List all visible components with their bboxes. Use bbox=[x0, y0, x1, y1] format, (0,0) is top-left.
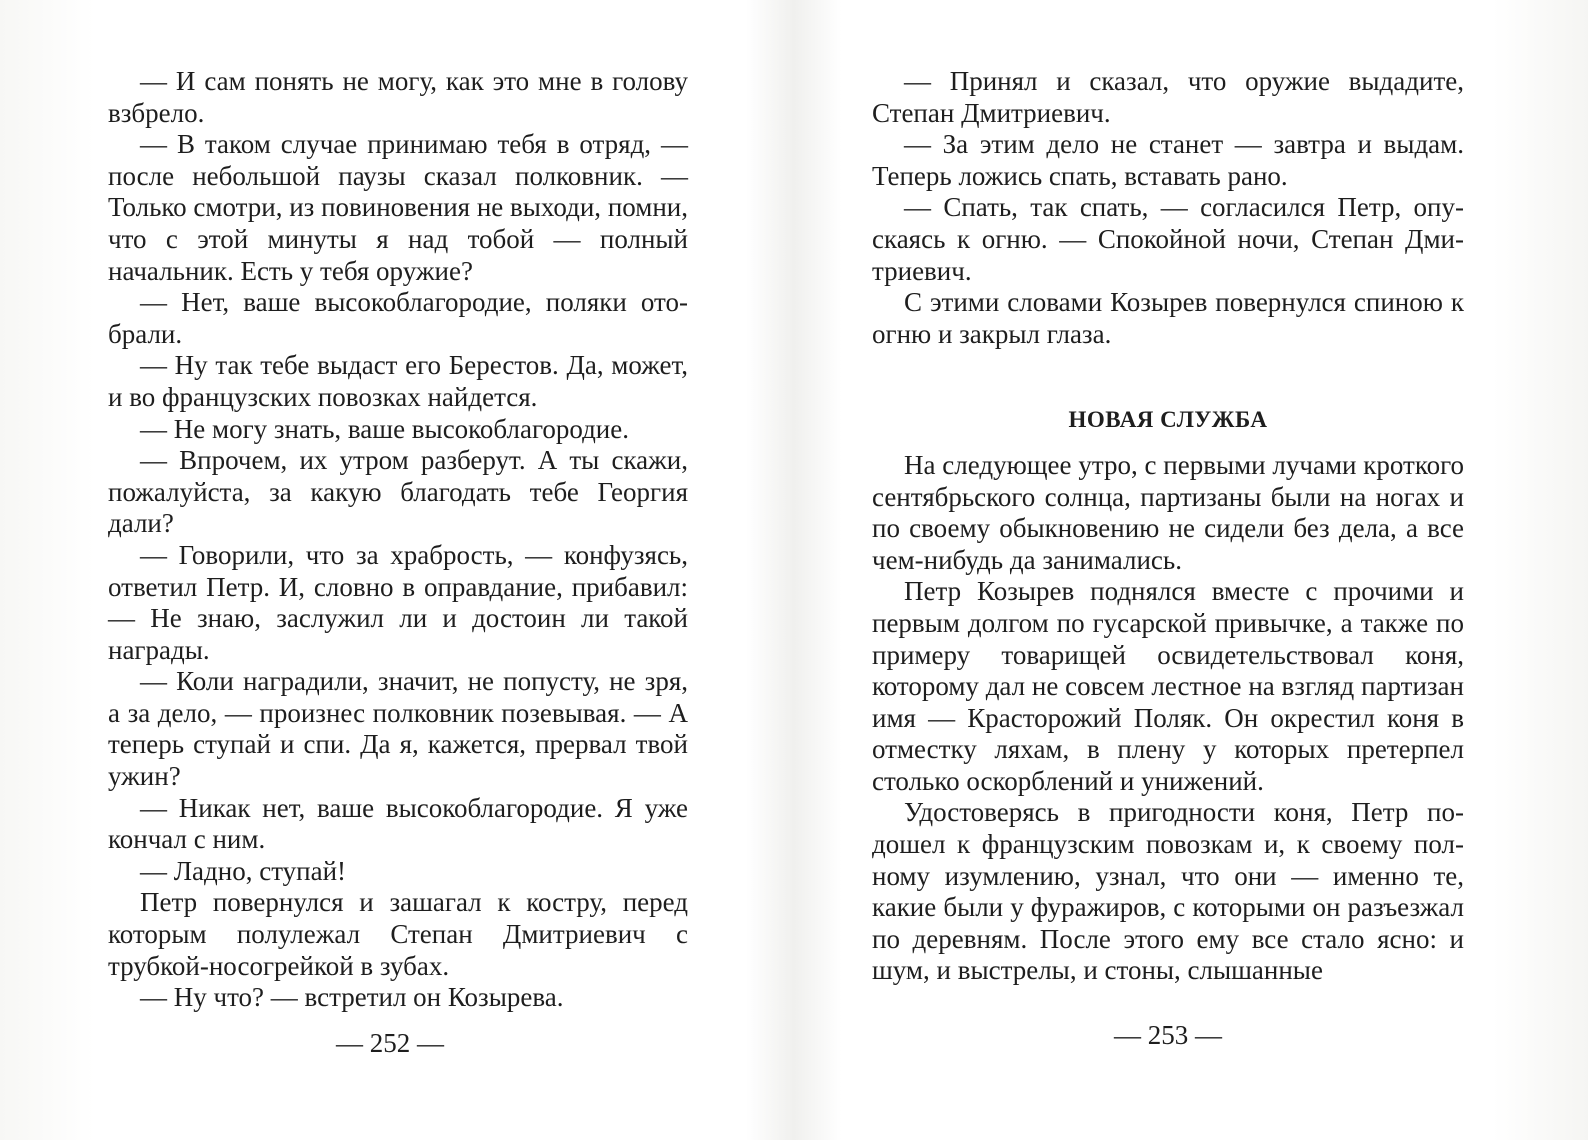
right-paragraph-5: На следующее утро, с первыми лучами кроткого сентябрьского солнца, партизаны были на ногах и по своему обыкновению не сидели без дела, а все чем-нибудь да занимались. bbox=[872, 449, 1464, 575]
right-page bbox=[872, 66, 1464, 987]
left-page bbox=[108, 66, 688, 1014]
left-paragraph-9: — Никак нет, ваше высокоблагородие. Я уже кончал с ним. bbox=[108, 792, 688, 855]
left-page-number: — 252 — bbox=[336, 1028, 444, 1058]
right-page-number: — 253 — bbox=[1114, 1020, 1222, 1050]
left-paragraph-10: — Ладно, ступай! bbox=[140, 855, 347, 886]
right-paragraph-2: — За этим дело не станет — завтра и выдам. Теперь ложись спать, вставать рано. bbox=[872, 129, 1464, 191]
right-paragraph-7: Удостоверясь в пригодности коня, Петр подошел к французским повозкам и, к своему полному изумлению, узнал, что они — именно те, какие были у фуражиров, с которыми он разъезжал по деревням. После этого ему все стало ясно: и шум, и выстрелы, и стоны, слышанные bbox=[872, 797, 1464, 986]
left-paragraph-3: — Нет, ваше высокоблагородие, поляки отобрали. bbox=[108, 287, 688, 349]
left-paragraph-7: — Говорили, что за храбрость, — конфузясь, ответил Петр. И, словно в оправдание, прибавил: — Не знаю, заслужил ли и достоин ли такой награды. bbox=[108, 539, 688, 665]
left-paragraph-5: — Не могу знать, ваше высокоблагородие. bbox=[140, 413, 629, 444]
right-paragraph-1: — Принял и сказал, что оружие выдадите, Степан Дмитриевич. bbox=[872, 66, 1464, 128]
left-paragraph-1: — И сам понять не могу, как это мне в голову взбрело. bbox=[108, 66, 688, 128]
left-paragraph-2: — В таком случае принимаю тебя в отряд, — после небольшой паузы сказал полковник. — Только смотри, из повиновения не выходи, помни, что с этой минуты я над тобой — полный начальник. Есть у тебя оружие? bbox=[108, 129, 688, 286]
left-paragraph-6: — Впрочем, их утром разберут. А ты скажи, пожалуйста, за какую благодать тебе Георгия дали? bbox=[108, 445, 688, 539]
left-paragraph-4: — Ну так тебе выдаст его Берестов. Да, может, и во французских повозках найдется. bbox=[108, 350, 688, 412]
chapter-heading: НОВАЯ СЛУЖБА bbox=[1068, 407, 1268, 433]
left-paragraph-8: — Коли наградили, значит, не попусту, не зря, а за дело, — произнес полковник позевывая. — А теперь ступай и спи. Да я, кажется, прервал твой ужин? bbox=[108, 666, 688, 792]
left-paragraph-12: — Ну что? — встретил он Козырева. bbox=[140, 982, 564, 1013]
left-paragraph-11: Петр повернулся и зашагал к костру, перед которым полулежал Степан Дмитриевич с трубкой-носогрейкой в зубах. bbox=[108, 887, 688, 981]
right-paragraph-6: Петр Козырев поднялся вместе с прочими и первым долгом по гусарской привычке, а также по примеру товарищей освидетельствовал коня, которому дал не совсем лестное на взгляд партизан имя — Красторожий Поляк. Он окрестил коня в отместку ляхам, в плену у которых претерпел столько оскорблений и унижений. bbox=[872, 576, 1464, 796]
right-paragraph-4: С этими словами Козырев повернулся спиною к огню и закрыл глаза. bbox=[872, 287, 1464, 349]
right-paragraph-3: — Спать, так спать, — согласился Петр, опускаясь к огню. — Спокойной ночи, Степан Дмитриевич. bbox=[872, 192, 1464, 286]
